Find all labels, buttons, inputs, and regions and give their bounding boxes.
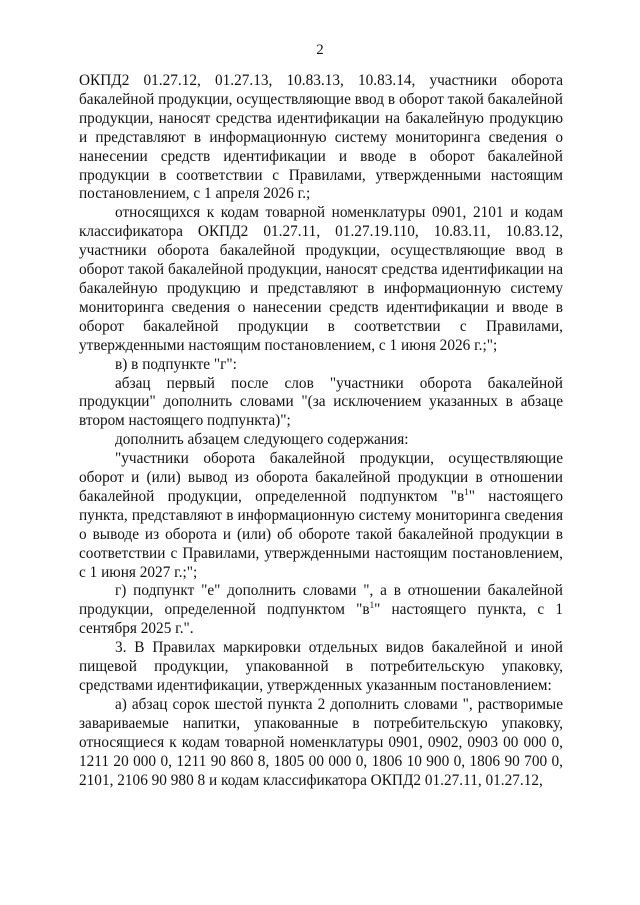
superscript-mark: 1 xyxy=(464,486,469,497)
paragraph-subpoint-a: а) абзац сорок шестой пункта 2 дополнить словами ", растворимые завариваемые напитки, упакованные в потребительскую упаковку, относящиеся к кодам товарной номенклатуры 0901, 0902, 0903 00 000 0, 1211 20 000 0, 1211 90 860 8, 1805 00 000 0, 1806 10 900 0, 1806 90 700 0, 2101, 2106 90 980 8 и кодам классификатора ОКПД2 01.27.11, 01.27.12, xyxy=(79,695,563,789)
paragraph-text-part: "участники оборота бакалейной продукции, осуществляющие оборот и (или) вывод из оборота бакалейной продукции в отношении бакалейной продукции, определенной подпунктом "в xyxy=(79,450,563,505)
paragraph-okpd-june: относящихся к кодам товарной номенклатуры 0901, 2101 и кодам классификатора ОКПД2 01.27.11, 01.27.19.110, 10.83.11, 10.83.12, участники оборота бакалейной продукции, осуществляющие ввод в оборот такой бакалейной продукции, наносят средства идентификации на бакалейную продукцию и представляют в информационную систему мониторинга сведения о нанесении средств идентификации и вводе в оборот бакалейной продукции в соответствии с Правилами, утвержденными настоящим постановлением, с 1 июня 2026 г.;"; xyxy=(79,204,563,354)
superscript-mark: 1 xyxy=(369,600,375,611)
paragraph-text-part: " настоящего пункта, представляют в информационную систему мониторинга сведения о выводе из оборота и (или) об обороте такой бакалейной продукции в соответствии с Правилами, утвержденными настоящим постановлением, с 1 июня 2027 г.;"; xyxy=(79,487,563,581)
paragraph-subpoint-g xyxy=(79,582,563,639)
paragraph-text-part: " настоящего пункта, с 1 сентября 2025 г.". xyxy=(79,601,564,638)
document-body xyxy=(79,72,563,790)
paragraph-subpoint-v: в) в подпункте "г": xyxy=(115,355,237,373)
paragraph-participants-2027 xyxy=(79,450,563,582)
paragraph-okpd-april: ОКПД2 01.27.12, 01.27.13, 10.83.13, 10.83.14, участники оборота бакалейной продукции, осуществляющие ввод в оборот такой бакалейной продукции, наносят средства идентификации на бакалейную продукцию и представляют в информационную систему мониторинга сведения о нанесении средств идентификации и вводе в оборот бакалейной продукции в соответствии с Правилами, утвержденными настоящим постановлением, с 1 апреля 2026 г.; xyxy=(79,72,563,203)
paragraph-rules-section-3: 3. В Правилах маркировки отдельных видов бакалейной и иной пищевой продукции, упакованной в потребительскую упаковку, средствами идентификации, утвержденных указанным постановлением: xyxy=(79,639,563,694)
page-number: 2 xyxy=(316,42,324,58)
paragraph-first-abzac: абзац первый после слов "участники оборота бакалейной продукции" дополнить словами "(за исключением указанных в абзаце втором настоящего подпункта)"; xyxy=(79,374,563,430)
paragraph-add-abzac: дополнить абзацем следующего содержания: xyxy=(115,431,409,449)
paragraph-text-part: г) подпункт "е" дополнить словами ", а в отношении бакалейной продукции, определенной подпунктом "в xyxy=(79,582,563,619)
